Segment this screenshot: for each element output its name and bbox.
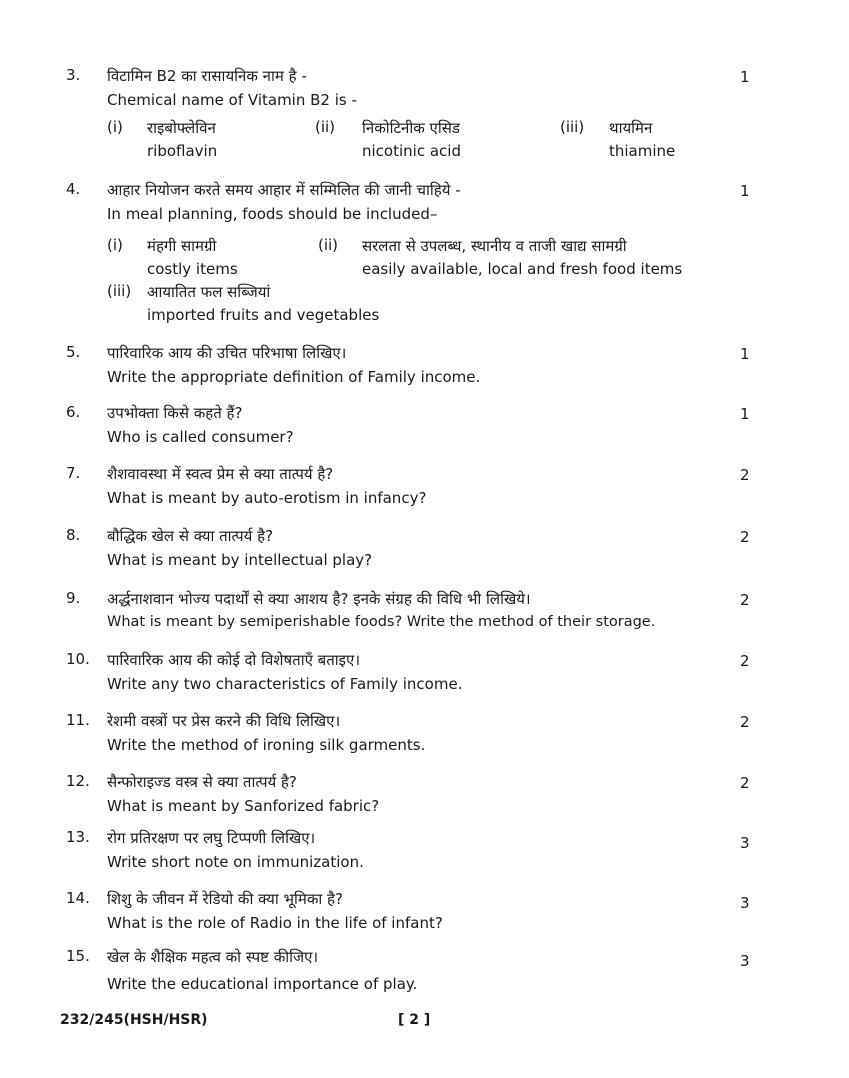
question-text-english: Chemical name of Vitamin B2 is - [107,91,357,109]
question-text-hindi: पारिवारिक आय की कोई दो विशेषताएँ बताइए। [107,651,361,669]
question-text-hindi: रोग प्रतिरक्षण पर लघु टिप्पणी लिखिए। [107,829,316,847]
question-text-hindi: शैशवावस्था में स्वत्व प्रेम से क्या तात्पर्य है? [107,465,334,483]
question-number: 7. [66,464,81,482]
question-marks: 1 [740,68,750,86]
question-number: 13. [66,828,90,846]
option-text-hindi: मंहगी सामग्री [147,237,217,255]
question-marks: 2 [740,652,750,670]
question-text-hindi: बौद्धिक खेल से क्या तात्पर्य है? [107,527,274,545]
option-label: (i) [107,118,123,136]
question-text-hindi: खेल के शैक्षिक महत्व को स्पष्ट कीजिए। [107,948,319,966]
option-label: (ii) [318,236,339,254]
question-text-hindi: रेशमी वस्त्रों पर प्रेस करने की विधि लिखिए। [107,712,341,730]
question-marks: 1 [740,405,750,423]
question-text-hindi: आहार नियोजन करते समय आहार में सम्मिलित की जानी चाहिये - [107,181,461,199]
question-marks: 3 [740,952,750,970]
question-marks: 2 [740,591,750,609]
option-text-english: easily available, local and fresh food items [362,260,683,278]
option-label: (iii) [560,118,585,136]
option-text-english: imported fruits and vegetables [147,306,380,324]
option-text-hindi: थायमिन [609,119,653,137]
question-marks: 1 [740,345,750,363]
option-label: (i) [107,236,123,254]
question-number: 6. [66,403,81,421]
question-marks: 2 [740,774,750,792]
question-text-hindi: सैन्फोराइज्ड वस्त्र से क्या तात्पर्य है? [107,773,297,791]
question-number: 11. [66,711,90,729]
question-text-english: Write the method of ironing silk garments. [107,736,426,754]
option-text-english: thiamine [609,142,676,160]
option-text-english: nicotinic acid [362,142,461,160]
question-number: 15. [66,947,90,965]
paper-code: 232/245(HSH/HSR) [60,1012,208,1028]
question-text-english: Write the educational importance of play. [107,975,418,993]
question-text-hindi: विटामिन B2 का रासायनिक नाम है - [107,67,307,85]
question-number: 5. [66,343,81,361]
question-text-hindi: अर्द्धनाशवान भोज्य पदार्थों से क्या आशय है? इनके संग्रह की विधि भी लिखिये। [107,590,531,608]
question-number: 14. [66,889,90,907]
question-text-english: Write short note on immunization. [107,853,364,871]
option-text-hindi: राइबोफ्लेविन [147,119,216,137]
question-number: 10. [66,650,90,668]
option-text-hindi: निकोटिनीक एसिड [362,119,460,137]
option-label: (iii) [107,282,132,300]
question-text-english: Write any two characteristics of Family income. [107,675,463,693]
question-text-english: Who is called consumer? [107,428,294,446]
question-text-english: What is the role of Radio in the life of infant? [107,914,443,932]
question-marks: 2 [740,713,750,731]
question-number: 9. [66,589,81,607]
question-marks: 1 [740,182,750,200]
option-text-hindi: सरलता से उपलब्ध, स्थानीय व ताजी खाद्य सामग्री [362,237,627,255]
option-label: (ii) [315,118,336,136]
question-text-english: What is meant by auto-erotism in infancy? [107,489,427,507]
option-text-english: riboflavin [147,142,218,160]
question-text-hindi: शिशु के जीवन में रेडियो की क्या भूमिका है? [107,890,343,908]
option-text-hindi: आयातित फल सब्जियां [147,283,271,301]
question-text-english: In meal planning, foods should be included– [107,205,438,223]
option-text-english: costly items [147,260,238,278]
question-marks: 3 [740,894,750,912]
question-text-english: What is meant by intellectual play? [107,551,373,569]
question-text-english: Write the appropriate definition of Family income. [107,368,481,386]
question-text-english: What is meant by semiperishable foods? Write the method of their storage. [107,614,656,630]
question-marks: 2 [740,466,750,484]
question-number: 8. [66,526,81,544]
question-text-english: What is meant by Sanforized fabric? [107,797,380,815]
question-number: 4. [66,180,81,198]
question-marks: 2 [740,528,750,546]
question-number: 12. [66,772,90,790]
page-number: [ 2 ] [398,1012,431,1028]
question-number: 3. [66,66,81,84]
question-marks: 3 [740,834,750,852]
question-text-hindi: पारिवारिक आय की उचित परिभाषा लिखिए। [107,344,347,362]
question-text-hindi: उपभोक्ता किसे कहते हैं? [107,404,243,422]
